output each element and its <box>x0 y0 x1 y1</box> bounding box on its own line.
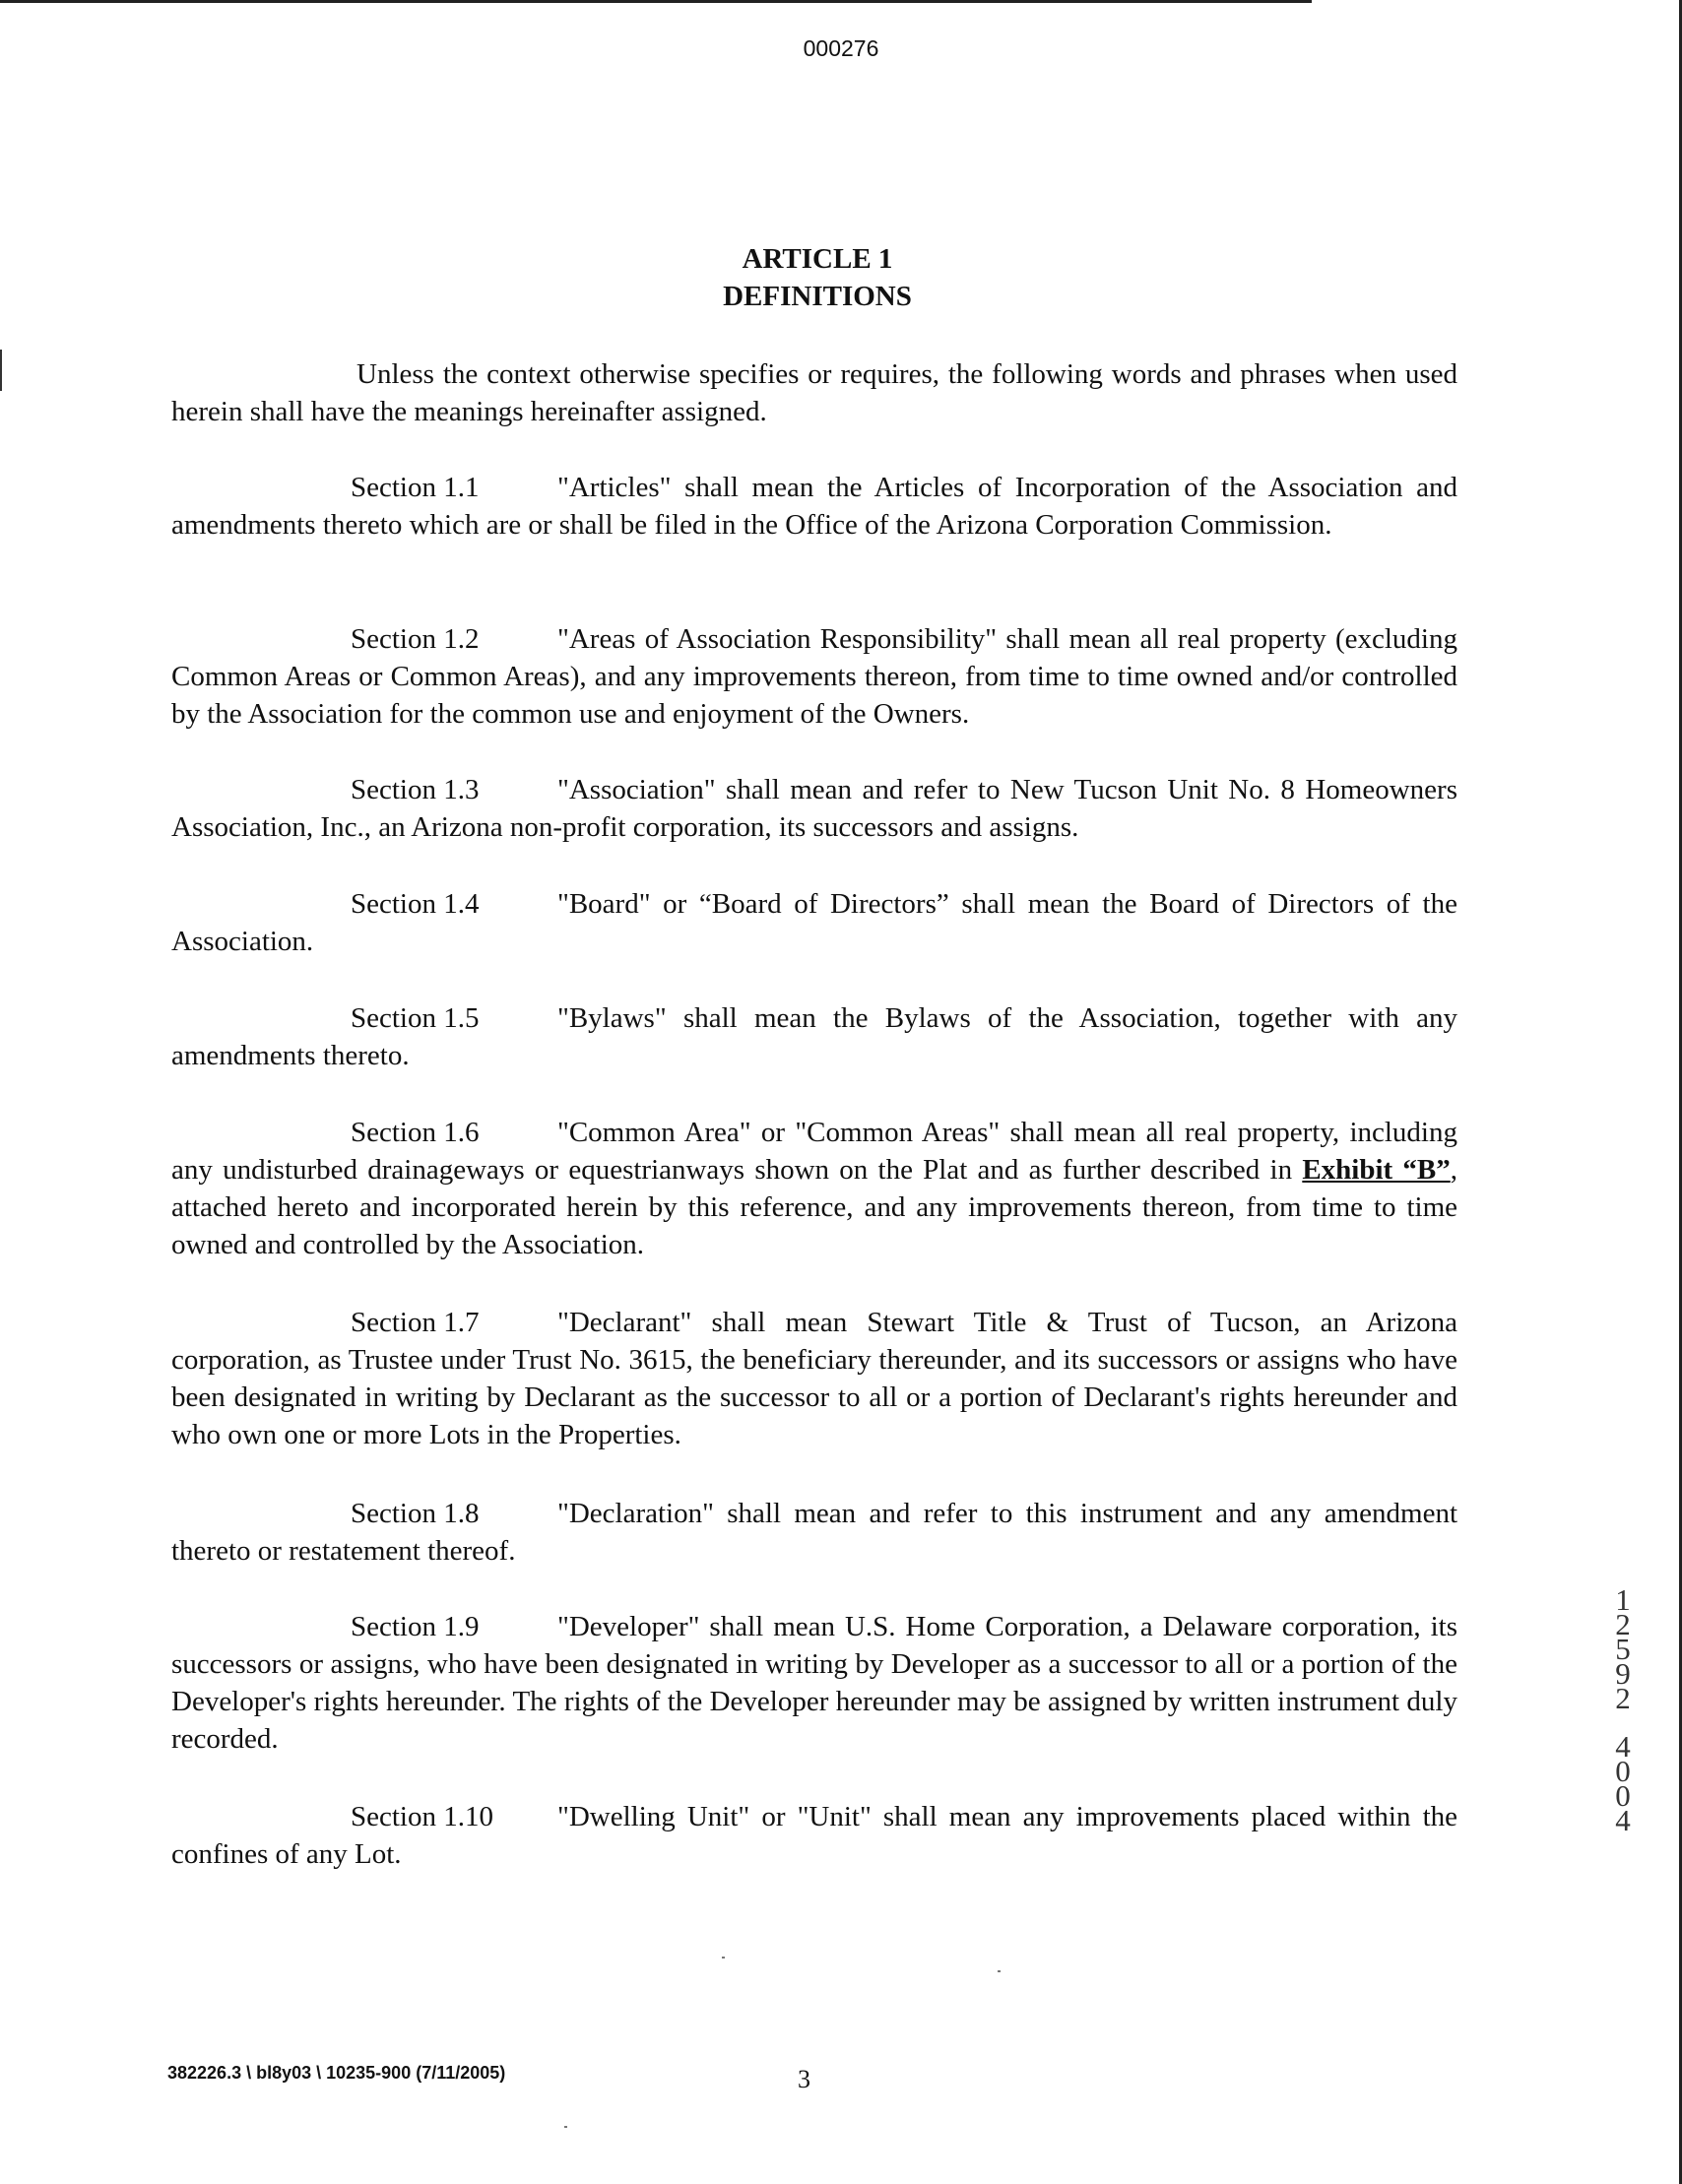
section-1-8 <box>171 1495 1457 1570</box>
scan-speck <box>722 1957 725 1959</box>
section-label: Section 1.5 <box>351 1002 480 1034</box>
article-title: ARTICLE 1 <box>742 243 893 275</box>
section-1-1 <box>171 469 1457 544</box>
recording-number-part1: 1 2 5 9 2 <box>1615 1582 1631 1715</box>
footer-reference: 382226.3 \ bl8y03 \ 10235-900 (7/11/2005) <box>167 2063 506 2083</box>
exhibit-b-reference: Exhibit “B” <box>1302 1154 1451 1186</box>
section-1-4 <box>171 885 1457 960</box>
section-label: Section 1.3 <box>351 774 480 805</box>
section-text: "Declarant" shall mean Stewart Title & Trust of Tucson, an Arizona corporation, as Trustee under Trust No. 3615, the beneficiary thereunder, and its successors or assigns who have been designated in writing by Declarant as the successor to all or a portion of Declarant's rights hereunder and who own one or more Lots in the Properties. <box>171 1307 1457 1450</box>
scan-left-mark <box>0 350 2 391</box>
section-label: Section 1.7 <box>351 1307 480 1338</box>
section-1-6 <box>171 1114 1457 1263</box>
section-1-10 <box>171 1798 1457 1873</box>
section-1-5 <box>171 999 1457 1074</box>
article-subtitle: DEFINITIONS <box>723 281 912 312</box>
section-text: "Board" or “Board of Directors” shall mean the Board of Directors of the Association. <box>171 888 1457 957</box>
section-text-after: , attached hereto and incorporated herein by this reference, and any improvements thereon, from time to time owned and controlled by the Association. <box>171 1154 1458 1260</box>
section-label: Section 1.8 <box>351 1498 480 1529</box>
scan-speck <box>564 2126 567 2128</box>
section-text-before: "Common Area" or "Common Areas" shall mean all real property, including any undisturbed drainageways or equestrianways shown on the Plat and as further described in <box>171 1117 1457 1186</box>
footer-page-number: 3 <box>798 2065 810 2093</box>
recording-number-part2: 4 0 0 4 <box>1615 1729 1631 1837</box>
section-1-2 <box>171 620 1457 733</box>
section-label: Section 1.1 <box>351 472 480 503</box>
section-1-7 <box>171 1304 1457 1453</box>
section-label: Section 1.6 <box>351 1117 480 1148</box>
section-label: Section 1.4 <box>351 888 480 920</box>
section-text: "Developer" shall mean U.S. Home Corporation, a Delaware corporation, its successors or assigns, who have been designated in writing by Developer as a successor to all or a portion of the Developer's rights hereunder. The rights of the Developer hereunder may be assigned by written instrument duly recorded. <box>171 1611 1457 1755</box>
section-label: Section 1.2 <box>351 623 480 655</box>
section-text: "Bylaws" shall mean the Bylaws of the Association, together with any amendments thereto. <box>171 1002 1457 1071</box>
intro-paragraph <box>171 355 1457 430</box>
section-text: "Association" shall mean and refer to New Tucson Unit No. 8 Homeowners Association, Inc., an Arizona non-profit corporation, its successors and assigns. <box>171 774 1457 843</box>
section-1-3 <box>171 771 1457 846</box>
section-label: Section 1.9 <box>351 1611 480 1642</box>
section-text: "Declaration" shall mean and refer to this instrument and any amendment thereto or restatement thereof. <box>171 1498 1457 1567</box>
section-text: "Dwelling Unit" or "Unit" shall mean any improvements placed within the confines of any Lot. <box>171 1801 1457 1870</box>
scan-speck <box>998 1970 1001 1972</box>
section-1-9 <box>171 1608 1457 1758</box>
article-heading <box>0 240 1635 315</box>
document-number: 000276 <box>803 35 879 61</box>
section-label: Section 1.10 <box>351 1801 493 1832</box>
recording-stamp-number <box>1603 1582 1643 1837</box>
section-text: "Areas of Association Responsibility" shall mean all real property (excluding Common Areas or Common Areas), and any improvements thereon, from time to time owned and/or controlled by the Association for the common use and enjoyment of the Owners. <box>171 623 1457 730</box>
intro-text: Unless the context otherwise specifies or requires, the following words and phrases when used herein shall have the meanings hereinafter assigned. <box>171 358 1457 427</box>
section-text: "Articles" shall mean the Articles of Incorporation of the Association and amendments thereto which are or shall be filed in the Office of the Arizona Corporation Commission. <box>171 472 1457 541</box>
scan-top-border <box>0 0 1312 3</box>
